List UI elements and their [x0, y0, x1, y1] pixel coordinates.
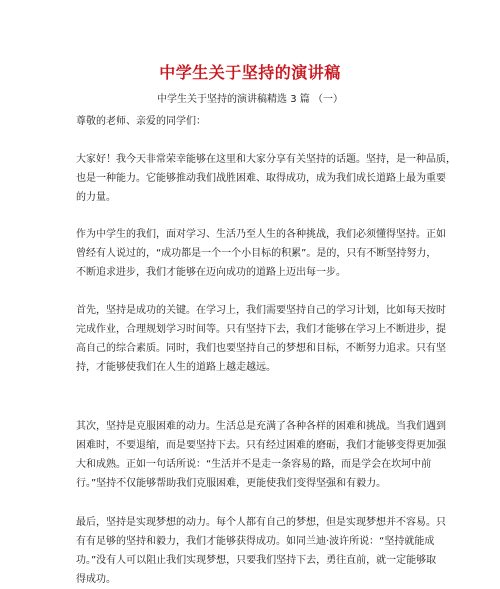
text-line: 得成功。: [76, 574, 116, 585]
paragraph-5: [76, 513, 446, 589]
paragraph-2: [76, 225, 446, 282]
document-title: 中学生关于坚持的演讲稿: [159, 63, 341, 82]
paragraph-1: [76, 150, 456, 207]
paragraph-4: [76, 417, 446, 493]
text-line: 行。”坚持不仅能够帮助我们克服困难，更能使我们变得坚强和有毅力。: [76, 478, 387, 489]
text-line: 曾经有人说过的，“成功都是一个一个小目标的积累”。是的，只有不断坚持努力，: [76, 248, 437, 259]
salutation: 尊敬的老师、亲爱的同学们：: [76, 116, 206, 127]
text-line: 其次，坚持是克服困难的动力。生活总是充满了各种各样的困难和挑战。当我们遇到: [76, 421, 446, 432]
text-line: 大家好！我今天非常荣幸能够在这里和大家分享有关坚持的话题。坚持，是一种品质，: [76, 154, 456, 165]
text-line: 完成作业，合理规划学习时间等。只有坚持下去，我们才能够在学习上不断进步，提: [76, 324, 446, 335]
text-line: 持，才能够使我们在人生的道路上越走越远。: [76, 362, 276, 373]
paragraph-3: [76, 301, 446, 377]
text-line: 大和成熟。正如一句话所说：“生活并不是走一条容易的路，而是学会在坎坷中前: [76, 459, 432, 470]
text-line: 最后，坚持是实现梦想的动力。每个人都有自己的梦想，但是实现梦想并不容易。只: [76, 517, 446, 528]
text-line: 作为中学生的我们，面对学习、生活乃至人生的各种挑战，我们必须懂得坚持。正如: [76, 229, 446, 240]
text-line: 高自己的综合素质。同时，我们也要坚持自己的梦想和目标，不断努力追求。只有坚: [76, 343, 446, 354]
document-subtitle: 中学生关于坚持的演讲稿精选 3 篇 （一）: [157, 94, 343, 105]
text-line: 的力量。: [76, 192, 116, 203]
text-line: 有有足够的坚持和毅力，我们才能够获得成功。如同兰迪·波许所说：“坚持就能成: [76, 536, 435, 547]
text-line: 不断追求进步，我们才能够在迈向成功的道路上迈出每一步。: [76, 267, 346, 278]
text-line: 也是一种能力。它能够推动我们战胜困难、取得成功，成为我们成长道路上最为重要: [76, 173, 446, 184]
text-line: 首先，坚持是成功的关键。在学习上，我们需要坚持自己的学习计划，比如每天按时: [76, 305, 446, 316]
text-line: 功。”没有人可以阻止我们实现梦想，只要我们坚持下去，勇往直前，就一定能够取: [76, 555, 437, 566]
text-line: 困难时，不要退缩，而是要坚持下去。只有经过困难的磨砺，我们才能够变得更加强: [76, 440, 446, 451]
